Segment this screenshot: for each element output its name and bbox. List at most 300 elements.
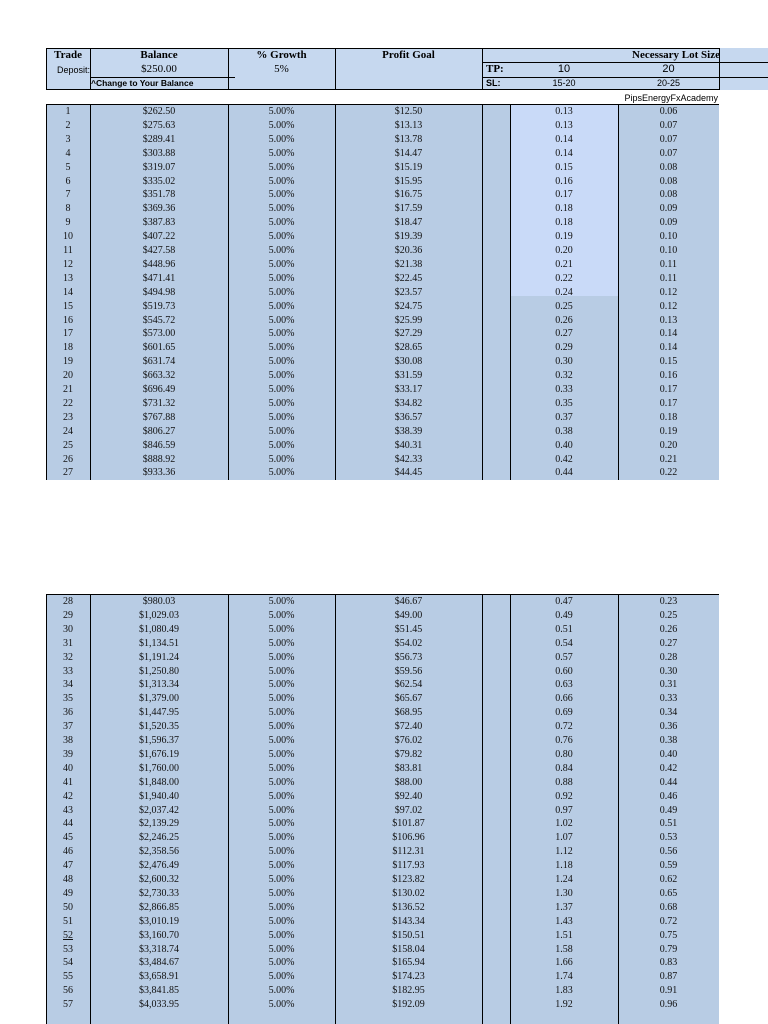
tp-lot-cell: 0.57 bbox=[555, 651, 573, 663]
trade-number: 23 bbox=[63, 411, 73, 423]
trade-header: Trade bbox=[54, 49, 82, 61]
balance-cell: $519.73 bbox=[142, 300, 176, 312]
sl-lot-cell: 0.68 bbox=[659, 901, 678, 913]
balance-cell: $2,358.56 bbox=[139, 846, 179, 858]
profit-cell: $34.82 bbox=[394, 397, 423, 409]
profit-cell: $44.45 bbox=[394, 467, 423, 479]
balance-cell: $4,033.95 bbox=[139, 999, 179, 1011]
tp-lot-cell: 0.80 bbox=[555, 748, 573, 760]
trade-number: 25 bbox=[63, 439, 73, 451]
trade-number: 40 bbox=[63, 762, 73, 774]
table-row bbox=[46, 888, 719, 900]
profit-cell: $51.45 bbox=[394, 623, 423, 635]
sl-lot-cell: 0.30 bbox=[659, 665, 678, 677]
balance-cell: $806.27 bbox=[142, 425, 176, 437]
profit-cell: $72.40 bbox=[394, 721, 423, 733]
sl-lot-cell: 0.14 bbox=[659, 328, 678, 340]
growth-cell: 5.00% bbox=[268, 679, 295, 691]
profit-cell: $130.02 bbox=[392, 887, 425, 899]
tp-lot-cell: 0.13 bbox=[555, 106, 573, 117]
balance-cell: $601.65 bbox=[142, 342, 176, 354]
sl-lot-cell: 0.11 bbox=[659, 258, 678, 270]
growth-cell: 5.00% bbox=[268, 258, 295, 270]
sl-lot-cell: 0.26 bbox=[659, 623, 678, 635]
trade-number: 39 bbox=[63, 748, 73, 760]
profit-cell: $24.75 bbox=[394, 300, 423, 312]
table-row bbox=[46, 610, 719, 622]
profit-cell: $38.39 bbox=[394, 425, 423, 437]
profit-cell: $54.02 bbox=[394, 637, 423, 649]
profit-cell: $136.52 bbox=[392, 901, 425, 913]
sl-lot-cell: 0.91 bbox=[659, 985, 678, 997]
tp-lot-cell: 0.92 bbox=[555, 790, 573, 802]
trade-number: 7 bbox=[65, 189, 71, 201]
growth-cell: 5.00% bbox=[268, 943, 295, 955]
table-row bbox=[46, 259, 719, 271]
balance-cell: $387.83 bbox=[142, 217, 176, 229]
growth-input[interactable]: 5% bbox=[274, 63, 289, 75]
profit-cell: $76.02 bbox=[394, 735, 423, 746]
profit-cell: $30.08 bbox=[394, 356, 423, 368]
tp-lot-cell: 1.66 bbox=[555, 957, 573, 969]
profit-cell: $46.67 bbox=[394, 596, 423, 607]
trade-number: 50 bbox=[63, 901, 73, 913]
profit-cell: $83.81 bbox=[394, 762, 423, 774]
tp-lot-cell: 0.63 bbox=[555, 679, 573, 691]
tp-lot-cell: 0.69 bbox=[555, 707, 573, 719]
table-row bbox=[46, 287, 719, 299]
balance-cell: $1,520.35 bbox=[139, 721, 179, 733]
table-row bbox=[46, 454, 719, 466]
tp-lot-cell: 0.44 bbox=[555, 467, 573, 479]
growth-cell: 5.00% bbox=[268, 915, 295, 927]
profit-cell: $112.31 bbox=[392, 846, 425, 858]
table-row bbox=[46, 777, 719, 789]
tp-lot-cell: 0.27 bbox=[555, 328, 573, 340]
profit-cell: $21.38 bbox=[394, 258, 423, 270]
table-row bbox=[46, 971, 719, 983]
sl-lot-cell: 0.08 bbox=[659, 175, 678, 187]
data-block-1 bbox=[46, 104, 719, 480]
lot-tp-value[interactable]: 20 bbox=[662, 63, 675, 75]
profit-cell: $13.78 bbox=[394, 133, 423, 145]
sl-lot-cell: 0.07 bbox=[659, 119, 678, 131]
profit-cell: $36.57 bbox=[394, 411, 423, 423]
tp-lot-cell: 0.18 bbox=[555, 203, 573, 215]
profit-goal-header: Profit Goal bbox=[382, 49, 435, 61]
sl-lot-cell: 0.20 bbox=[659, 439, 678, 451]
trade-number: 9 bbox=[65, 217, 71, 229]
growth-cell: 5.00% bbox=[268, 203, 295, 215]
growth-cell: 5.00% bbox=[268, 832, 295, 844]
trade-number: 37 bbox=[63, 721, 73, 733]
tp-lot-cell: 0.40 bbox=[555, 439, 573, 451]
table-row bbox=[46, 693, 719, 705]
profit-cell: $14.47 bbox=[394, 147, 423, 159]
table-row bbox=[46, 384, 719, 396]
profit-cell: $22.45 bbox=[394, 272, 423, 284]
trade-number: 54 bbox=[63, 957, 73, 969]
tp-lot-cell: 1.74 bbox=[555, 971, 573, 983]
growth-cell: 5.00% bbox=[268, 637, 295, 649]
growth-cell: 5.00% bbox=[268, 384, 295, 395]
profit-cell: $42.33 bbox=[394, 453, 423, 465]
profit-cell: $17.59 bbox=[394, 203, 423, 215]
table-row bbox=[46, 902, 719, 914]
table-row bbox=[46, 231, 719, 243]
balance-cell: $1,848.00 bbox=[139, 776, 179, 788]
change-balance-note: ^Change to Your Balance bbox=[91, 78, 194, 88]
sl-lot-cell: 0.33 bbox=[659, 693, 678, 705]
growth-cell: 5.00% bbox=[268, 707, 295, 719]
sl-lot-cell: 0.17 bbox=[659, 397, 678, 409]
tp-lot-cell: 1.18 bbox=[555, 860, 573, 872]
tp-lot-cell: 0.47 bbox=[555, 596, 573, 607]
profit-cell: $19.39 bbox=[394, 231, 423, 243]
tp-lot-cell: 1.24 bbox=[555, 874, 573, 885]
table-row bbox=[46, 162, 719, 174]
trade-number: 51 bbox=[63, 915, 73, 927]
profit-cell: $182.95 bbox=[392, 985, 425, 997]
profit-cell: $62.54 bbox=[394, 679, 423, 691]
data-block-2 bbox=[46, 594, 719, 1024]
balance-cell: $2,730.33 bbox=[139, 887, 179, 899]
table-row bbox=[46, 749, 719, 761]
trade-number: 4 bbox=[65, 147, 71, 159]
trade-number: 56 bbox=[63, 985, 73, 997]
growth-cell: 5.00% bbox=[268, 651, 295, 663]
trade-number: 2 bbox=[65, 119, 71, 131]
sl-lot-cell: 0.06 bbox=[659, 106, 678, 117]
growth-cell: 5.00% bbox=[268, 929, 295, 941]
table-row bbox=[46, 805, 719, 817]
profit-cell: $28.65 bbox=[394, 342, 423, 354]
tp-lot-cell: 0.37 bbox=[555, 411, 573, 423]
table-row bbox=[46, 930, 719, 942]
trade-number: 18 bbox=[63, 342, 73, 354]
sl-lot-cell: 0.79 bbox=[659, 943, 678, 955]
profit-cell: $20.36 bbox=[394, 245, 423, 256]
profit-cell: $97.02 bbox=[394, 804, 423, 816]
table-row bbox=[46, 120, 719, 132]
balance-cell: $846.59 bbox=[142, 439, 176, 451]
table-row bbox=[46, 356, 719, 368]
growth-cell: 5.00% bbox=[268, 231, 295, 243]
balance-cell: $3,658.91 bbox=[139, 971, 179, 983]
growth-cell: 5.00% bbox=[268, 161, 295, 173]
balance-cell: $427.58 bbox=[142, 245, 176, 256]
growth-cell: 5.00% bbox=[268, 623, 295, 635]
sl-lot-cell: 0.31 bbox=[659, 679, 678, 691]
balance-cell: $2,139.29 bbox=[139, 818, 179, 830]
block-top-border bbox=[46, 594, 719, 595]
growth-cell: 5.00% bbox=[268, 453, 295, 465]
sl-lot-cell: 0.10 bbox=[659, 231, 678, 243]
trade-number: 11 bbox=[63, 245, 73, 256]
sl-lot-cell: 0.49 bbox=[659, 804, 678, 816]
header-col-divider-4 bbox=[482, 48, 483, 90]
sl-lot-cell: 0.56 bbox=[659, 846, 678, 858]
profit-cell: $65.67 bbox=[394, 693, 423, 705]
table-row bbox=[46, 467, 719, 479]
trade-number: 29 bbox=[63, 609, 73, 621]
growth-header: % Growth bbox=[256, 49, 307, 61]
sl-lot-cell: 0.36 bbox=[659, 721, 678, 733]
sl-lot-cell: 0.22 bbox=[659, 467, 678, 479]
profit-cell: $56.73 bbox=[394, 651, 423, 663]
trade-number: 44 bbox=[63, 818, 73, 830]
sl-lot-cell: 0.75 bbox=[659, 929, 678, 941]
table-row bbox=[46, 189, 719, 201]
table-row bbox=[46, 624, 719, 636]
table-row bbox=[46, 999, 719, 1011]
trade-number: 1 bbox=[65, 106, 71, 117]
growth-cell: 5.00% bbox=[268, 245, 295, 256]
balance-cell: $933.36 bbox=[142, 467, 176, 479]
trade-number: 42 bbox=[63, 790, 73, 802]
trade-number: 38 bbox=[63, 735, 73, 746]
tp-lot-cell: 0.16 bbox=[555, 175, 573, 187]
tp-lot-cell: 0.25 bbox=[555, 300, 573, 312]
growth-cell: 5.00% bbox=[268, 106, 295, 117]
balance-cell: $351.78 bbox=[142, 189, 176, 201]
tp-lot-cell: 1.30 bbox=[555, 887, 573, 899]
tp-lot-cell: 0.19 bbox=[555, 231, 573, 243]
sl-lot-cell: 0.09 bbox=[659, 217, 678, 229]
tp-lot-cell: 1.02 bbox=[555, 818, 573, 830]
growth-cell: 5.00% bbox=[268, 790, 295, 802]
table-row bbox=[46, 596, 719, 608]
balance-cell: $1,447.95 bbox=[139, 707, 179, 719]
trade-number: 14 bbox=[63, 286, 73, 298]
sl-lot-cell: 0.12 bbox=[659, 300, 678, 312]
profit-cell: $192.09 bbox=[392, 999, 425, 1011]
profit-cell: $18.47 bbox=[394, 217, 423, 229]
balance-cell: $1,029.03 bbox=[139, 609, 179, 621]
tp-lot-cell: 0.15 bbox=[555, 161, 573, 173]
growth-cell: 5.00% bbox=[268, 189, 295, 201]
table-row bbox=[46, 106, 719, 118]
profit-cell: $123.82 bbox=[392, 874, 425, 885]
profit-cell: $143.34 bbox=[392, 915, 425, 927]
balance-cell: $767.88 bbox=[142, 411, 176, 423]
profit-cell: $158.04 bbox=[392, 943, 425, 955]
growth-cell: 5.00% bbox=[268, 356, 295, 368]
trade-number: 46 bbox=[63, 846, 73, 858]
profit-cell: $117.93 bbox=[392, 860, 425, 872]
balance-cell: $2,037.42 bbox=[139, 804, 179, 816]
balance-cell: $2,600.32 bbox=[139, 874, 179, 885]
tp-lot-cell: 0.88 bbox=[555, 776, 573, 788]
balance-cell: $1,596.37 bbox=[139, 735, 179, 746]
tp-lot-cell: 1.12 bbox=[555, 846, 573, 858]
tp-lot-cell: 0.24 bbox=[555, 286, 573, 298]
profit-cell: $31.59 bbox=[394, 370, 423, 382]
growth-cell: 5.00% bbox=[268, 735, 295, 746]
growth-cell: 5.00% bbox=[268, 175, 295, 187]
tp-label: TP: bbox=[486, 63, 504, 75]
growth-cell: 5.00% bbox=[268, 596, 295, 607]
trade-number: 8 bbox=[65, 203, 71, 215]
table-row bbox=[46, 818, 719, 830]
table-row bbox=[46, 328, 719, 340]
table-row bbox=[46, 148, 719, 160]
growth-cell: 5.00% bbox=[268, 999, 295, 1011]
profit-cell: $23.57 bbox=[394, 286, 423, 298]
sl-value[interactable]: 15-20 bbox=[552, 78, 576, 88]
trade-number: 36 bbox=[63, 707, 73, 719]
block-top-border bbox=[46, 104, 719, 105]
profit-cell: $27.29 bbox=[394, 328, 423, 340]
trade-number: 34 bbox=[63, 679, 73, 691]
trade-number: 57 bbox=[63, 999, 73, 1011]
profit-cell: $40.31 bbox=[394, 439, 423, 451]
sl-lot-cell: 0.27 bbox=[659, 637, 678, 649]
balance-cell: $3,010.19 bbox=[139, 915, 179, 927]
balance-cell: $448.96 bbox=[142, 258, 176, 270]
sl-lot-cell: 0.17 bbox=[659, 384, 678, 395]
trade-number: 31 bbox=[63, 637, 73, 649]
growth-cell: 5.00% bbox=[268, 370, 295, 382]
lot-sl-value[interactable]: 20-25 bbox=[656, 78, 681, 88]
growth-cell: 5.00% bbox=[268, 957, 295, 969]
table-row bbox=[46, 944, 719, 956]
growth-cell: 5.00% bbox=[268, 272, 295, 284]
tp-lot-cell: 0.76 bbox=[555, 735, 573, 746]
trade-number: 6 bbox=[65, 175, 71, 187]
sl-lot-cell: 0.10 bbox=[659, 245, 678, 256]
balance-cell: $1,760.00 bbox=[139, 762, 179, 774]
tp-lot-cell: 0.21 bbox=[555, 258, 573, 270]
balance-cell: $369.36 bbox=[142, 203, 176, 215]
trade-number: 26 bbox=[63, 453, 73, 465]
sl-lot-cell: 0.11 bbox=[659, 272, 678, 284]
tp-lot-cell: 0.54 bbox=[555, 637, 573, 649]
profit-cell: $16.75 bbox=[394, 189, 423, 201]
trade-number: 52 bbox=[63, 929, 73, 941]
trade-number: 16 bbox=[63, 314, 73, 326]
growth-cell: 5.00% bbox=[268, 971, 295, 983]
table-row bbox=[46, 440, 719, 452]
balance-input[interactable]: $250.00 bbox=[141, 63, 177, 75]
sl-lot-cell: 0.18 bbox=[659, 411, 678, 423]
balance-cell: $573.00 bbox=[142, 328, 176, 340]
tp-lot-cell: 0.38 bbox=[555, 425, 573, 437]
deposit-label: Deposit: bbox=[56, 65, 90, 75]
sl-lot-cell: 0.40 bbox=[659, 748, 678, 760]
tp-lot-cell: 0.26 bbox=[555, 314, 573, 326]
growth-cell: 5.00% bbox=[268, 860, 295, 872]
balance-cell: $980.03 bbox=[142, 596, 176, 607]
balance-cell: $303.88 bbox=[142, 147, 176, 159]
trade-number: 28 bbox=[63, 596, 73, 607]
balance-cell: $631.74 bbox=[142, 356, 176, 368]
tp-lot-cell: 1.51 bbox=[555, 929, 573, 941]
trade-number: 12 bbox=[63, 258, 73, 270]
balance-header: Balance bbox=[140, 49, 178, 61]
growth-cell: 5.00% bbox=[268, 665, 295, 677]
sl-lot-cell: 0.13 bbox=[659, 314, 678, 326]
growth-cell: 5.00% bbox=[268, 874, 295, 885]
table-row bbox=[46, 203, 719, 215]
growth-cell: 5.00% bbox=[268, 985, 295, 997]
growth-cell: 5.00% bbox=[268, 609, 295, 621]
balance-cell: $1,250.80 bbox=[139, 665, 179, 677]
growth-cell: 5.00% bbox=[268, 762, 295, 774]
table-row bbox=[46, 315, 719, 327]
sl-lot-cell: 0.25 bbox=[659, 609, 678, 621]
sl-lot-cell: 0.15 bbox=[659, 356, 678, 368]
sl-lot-cell: 0.07 bbox=[659, 147, 678, 159]
tp-value[interactable]: 10 bbox=[557, 63, 571, 75]
balance-cell: $1,676.19 bbox=[139, 748, 179, 760]
growth-cell: 5.00% bbox=[268, 133, 295, 145]
balance-cell: $1,379.00 bbox=[139, 693, 179, 705]
table-row bbox=[46, 763, 719, 775]
trade-number: 15 bbox=[63, 300, 73, 312]
balance-cell: $3,160.70 bbox=[139, 929, 179, 941]
sl-lot-cell: 0.07 bbox=[659, 133, 678, 145]
tp-lot-cell: 0.49 bbox=[555, 609, 573, 621]
trade-number: 49 bbox=[63, 887, 73, 899]
sl-lot-cell: 0.16 bbox=[659, 370, 678, 382]
sl-lot-cell: 0.19 bbox=[659, 425, 678, 437]
table-row bbox=[46, 217, 719, 229]
profit-cell: $68.95 bbox=[394, 707, 423, 719]
table-row bbox=[46, 735, 719, 747]
tp-lot-cell: 0.42 bbox=[555, 453, 573, 465]
tp-lot-cell: 0.32 bbox=[555, 370, 573, 382]
tp-lot-cell: 1.92 bbox=[555, 999, 573, 1011]
balance-cell: $471.41 bbox=[142, 272, 176, 284]
sl-lot-cell: 0.44 bbox=[659, 776, 678, 788]
tp-lot-cell: 0.35 bbox=[555, 397, 573, 409]
table-row bbox=[46, 342, 719, 354]
sl-lot-cell: 0.12 bbox=[659, 286, 678, 298]
table-row bbox=[46, 652, 719, 664]
table-row bbox=[46, 273, 719, 285]
trade-number: 20 bbox=[63, 370, 73, 382]
sl-lot-cell: 0.65 bbox=[659, 887, 678, 899]
tp-lot-cell: 0.29 bbox=[555, 342, 573, 354]
table-row bbox=[46, 370, 719, 382]
trade-number: 13 bbox=[63, 272, 73, 284]
table-row bbox=[46, 846, 719, 858]
trade-number: 45 bbox=[63, 832, 73, 844]
growth-cell: 5.00% bbox=[268, 721, 295, 733]
balance-cell: $696.49 bbox=[142, 384, 176, 395]
balance-cell: $3,318.74 bbox=[139, 943, 179, 955]
tp-lot-cell: 0.33 bbox=[555, 384, 573, 395]
sl-lot-cell: 0.46 bbox=[659, 790, 678, 802]
growth-cell: 5.00% bbox=[268, 846, 295, 858]
balance-cell: $663.32 bbox=[142, 370, 176, 382]
profit-cell: $12.50 bbox=[394, 106, 423, 117]
trade-number: 27 bbox=[63, 467, 73, 479]
growth-cell: 5.00% bbox=[268, 901, 295, 913]
tp-lot-cell: 0.18 bbox=[555, 217, 573, 229]
balance-cell: $888.92 bbox=[142, 453, 176, 465]
profit-cell: $79.82 bbox=[394, 748, 423, 760]
growth-cell: 5.00% bbox=[268, 804, 295, 816]
tp-lot-cell: 0.17 bbox=[555, 189, 573, 201]
profit-cell: $49.00 bbox=[394, 609, 423, 621]
profit-cell: $101.87 bbox=[392, 818, 425, 830]
trade-number: 17 bbox=[63, 328, 73, 340]
growth-cell: 5.00% bbox=[268, 342, 295, 354]
table-row bbox=[46, 985, 719, 997]
table-row bbox=[46, 666, 719, 678]
